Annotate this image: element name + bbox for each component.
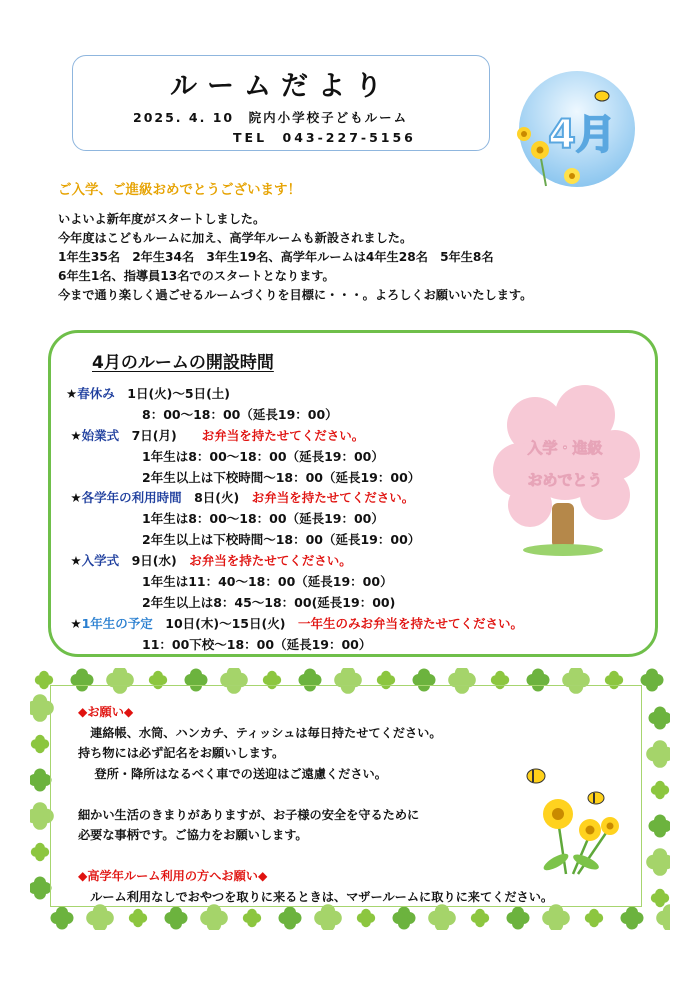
clover-icon xyxy=(165,907,188,930)
schedule-row-entrance: ★入学式 9日(水) お弁当を持たせてください。 xyxy=(66,553,352,569)
clover-icon xyxy=(651,889,669,907)
entrance-label: 入学式 xyxy=(81,553,120,569)
upper-line: ルーム利用なしでおやつを取りに来るときは、マザールームに取りに来てください。 xyxy=(78,889,554,904)
clover-icon xyxy=(243,909,261,927)
opening-g1: 1年生は8：00～18：00（延長19：00） xyxy=(142,448,384,464)
clover-icon xyxy=(649,707,671,730)
clover-icon xyxy=(314,904,342,930)
schedule-row-opening: ★始業式 7日(月) お弁当を持たせてください。 xyxy=(66,427,365,443)
spring-dates: 1日(火)～5日(土) xyxy=(127,386,230,401)
spring-label: 春休み xyxy=(77,386,115,401)
schedule-row-first: ★1年生の予定 10日(木)～15日(火) 一年生のみお弁当を持たせてください。 xyxy=(66,615,523,631)
request-line: 登所・降所はなるべく車での送迎はご遠慮ください。 xyxy=(78,766,387,781)
sunflower-icon xyxy=(518,762,630,880)
clover-icon xyxy=(507,907,530,930)
first-label: 1年生の予定 xyxy=(81,615,153,631)
clover-icon xyxy=(86,904,114,930)
entrance-lunch: お弁当を持たせてください。 xyxy=(189,553,352,569)
rule-line: 必要な事柄です。ご協力をお願いします。 xyxy=(78,828,308,842)
intro-line: 6年生1名、指導員13名でのスタートとなります。 xyxy=(58,269,335,283)
clover-icon xyxy=(31,735,49,753)
clover-icon xyxy=(30,877,52,900)
intro-line: 今まで通り楽しく過ごせるルームづくりを目標に・・・。よろしくお願いいたします。 xyxy=(58,288,533,302)
first-dates: 10日(木)～15日(火) xyxy=(165,615,286,631)
each-g1: 1年生は8：00～18：00（延長19：00） xyxy=(142,511,384,527)
request-line: 持ち物には必ず記名をお願いします。 xyxy=(78,746,285,760)
bee-icon xyxy=(527,769,604,804)
clover-icon xyxy=(30,769,52,792)
clover-icon xyxy=(585,909,603,927)
clover-icon xyxy=(646,740,670,768)
hours-title: 4月のルームの開設時間 xyxy=(92,353,274,373)
opening-lunch: お弁当を持たせてください。 xyxy=(201,427,365,443)
clover-icon xyxy=(428,904,456,930)
greeting-heading: ご入学、ご進級おめでとうございます！ xyxy=(58,182,301,198)
entrance-g2: 2年生以上は8：45～18：00(延長19：00) xyxy=(142,594,396,610)
spacer xyxy=(78,846,553,867)
opening-date: 7日(月) xyxy=(131,427,177,443)
intro-line: 今年度はこどもルームに加え、高学年ルームも新設されました。 xyxy=(58,231,413,245)
sakura-tree-icon xyxy=(490,385,640,560)
spacer xyxy=(78,784,553,805)
clover-icon xyxy=(542,904,570,930)
clover-icon xyxy=(357,909,375,927)
month-label: 4月 xyxy=(548,112,616,158)
clover-icon xyxy=(279,907,302,930)
schedule-row-spring: ★春休み 1日(火)～5日(土) xyxy=(66,386,230,401)
header-box xyxy=(72,55,490,151)
clover-icon xyxy=(621,907,644,930)
schedule-list xyxy=(66,384,523,656)
spring-time: 8：00～18：00（延長19：00） xyxy=(142,406,338,422)
opening-g2: 2年生以上は下校時間～18：00（延長19：00） xyxy=(142,469,421,485)
first-note: 一年生のみお弁当を持たせてください。 xyxy=(297,615,523,631)
sakura-text-2: おめでとう xyxy=(527,471,603,489)
each-g2: 2年生以上は下校時間～18：00（延長19：00） xyxy=(142,532,421,548)
opening-label: 始業式 xyxy=(81,427,120,443)
clover-icon xyxy=(51,907,74,930)
each-lunch: お弁当を持たせてください。 xyxy=(251,490,415,506)
entrance-g1: 1年生は11：40～18：00（延長19：00） xyxy=(142,574,393,590)
clover-icon xyxy=(651,781,669,799)
intro-line: いよいよ新年度がスタートしました。 xyxy=(58,212,266,226)
clover-icon xyxy=(31,843,49,861)
bee-icon xyxy=(595,91,609,101)
clover-icon xyxy=(129,909,147,927)
notes-section xyxy=(78,702,553,907)
schedule-row-each: ★各学年の利用時間 8日(火) お弁当を持たせてください。 xyxy=(66,490,415,506)
first-time: 11：00下校～18：00（延長19：00） xyxy=(142,636,372,652)
clover-icon xyxy=(393,907,416,930)
clover-icon xyxy=(200,904,228,930)
month-badge xyxy=(512,68,642,190)
sun-icon xyxy=(564,168,580,184)
date-line: 2025. 4. 10 院内小学校子どもルーム xyxy=(133,110,409,125)
clover-icon xyxy=(641,669,664,692)
clover-icon xyxy=(646,848,670,876)
clover-icon xyxy=(656,904,670,930)
upper-heading: ◆高学年ルーム利用の方へお願い◆ xyxy=(78,869,268,883)
tel-line: TEL 043-227-5156 xyxy=(233,130,416,145)
intro-paragraph xyxy=(58,210,658,305)
clover-icon xyxy=(649,815,671,838)
page-title: ルームだより xyxy=(170,71,392,102)
request-heading: ◆お願い◆ xyxy=(78,705,134,719)
clover-icon xyxy=(471,909,489,927)
entrance-date: 9日(水) xyxy=(131,553,177,569)
each-date: 8日(火) xyxy=(194,490,240,506)
each-label: 各学年の利用時間 xyxy=(81,490,182,506)
rule-line: 細かい生活のきまりがありますが、お子様の安全を守るために xyxy=(78,807,420,822)
sakura-text-1: 入学・進級 xyxy=(527,439,603,457)
request-line: 連絡帳、水筒、ハンカチ、ティッシュは毎日持たせてください。 xyxy=(78,725,442,740)
intro-line: 1年生35名 2年生34名 3年生19名、高学年ルームは4年生28名 5年生8名 xyxy=(58,250,494,264)
